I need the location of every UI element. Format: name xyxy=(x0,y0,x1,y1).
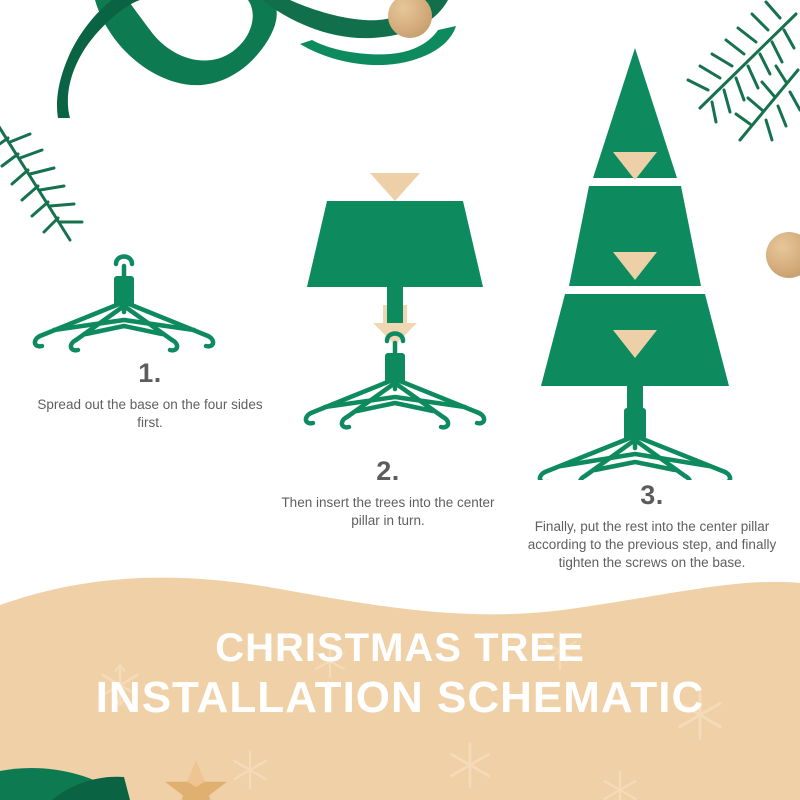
step-3 xyxy=(512,482,792,573)
pine-branch-icon xyxy=(0,120,90,260)
gold-bauble-icon xyxy=(388,0,432,38)
step-3-text: Finally, put the rest into the center pillar according to the previous step, and finally tighten the screws on the base. xyxy=(527,519,777,571)
step-1-number: 1. xyxy=(138,358,162,388)
step-3-number: 3. xyxy=(640,480,664,510)
step-2-text: Then insert the trees into the center pillar in turn. xyxy=(281,495,495,529)
step-2-number: 2. xyxy=(376,456,400,486)
step-2 xyxy=(270,458,506,530)
banner-title-line-1: CHRISTMAS TREE xyxy=(215,626,585,670)
bottom-banner xyxy=(0,565,800,800)
step-2-illustration xyxy=(265,165,515,455)
step-1 xyxy=(30,360,270,432)
step-1-text: Spread out the base on the four sides first. xyxy=(37,397,263,431)
step-3-illustration xyxy=(505,40,795,480)
step-1-illustration xyxy=(24,250,224,360)
banner-title-line-2: INSTALLATION SCHEMATIC xyxy=(95,673,705,722)
